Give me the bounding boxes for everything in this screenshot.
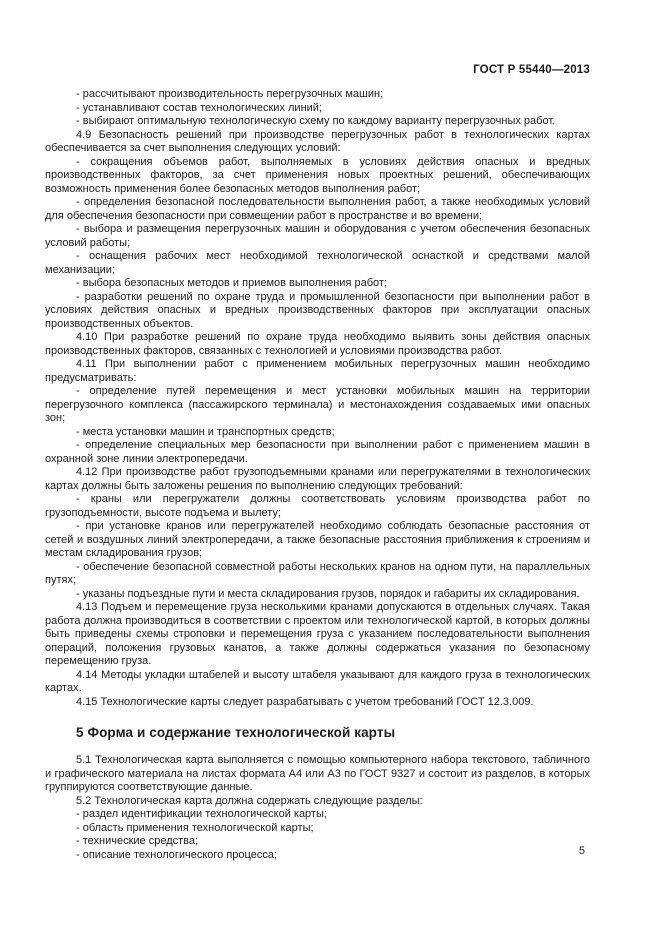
- section-heading-5: 5 Форма и содержание технологической карты: [76, 725, 396, 740]
- paragraph: - места установки машин и транспортных средств;: [76, 425, 335, 438]
- paragraph: - оснащения рабочих мест необходимой технологической оснасткой и средствами малой механизации;: [45, 250, 590, 276]
- paragraph-clause-5-1: 5.1 Технологическая карта выполняется с помощью компьютерного набора текстового, табличного и графического материала на листах формата А4 или А3 по ГОСТ 9327 и состоит из разделов, в которых группируются соответствующие данные.: [45, 754, 590, 793]
- paragraph-clause-4-12: 4.12 При производстве работ грузоподъемными кранами или перегружателями в технологических картах должны быть заложены решения по выполнению следующих требований:: [45, 466, 590, 492]
- paragraph: - выбирают оптимальную технологическую схему по каждому варианту перегрузочных работ.: [76, 115, 556, 127]
- paragraph: - описание технологического процесса;: [76, 848, 278, 861]
- paragraph: - определение путей перемещения и мест установки мобильных машин на территории перегрузочного комплекса (пассажирского терминала) и местонахождения создаваемых ими опасных зон;: [45, 385, 590, 424]
- paragraph-clause-5-2: 5.2 Технологическая карта должна содержать следующие разделы:: [76, 794, 423, 807]
- document-body: [45, 88, 590, 862]
- paragraph: - сокращения объемов работ, выполняемых в условиях действия опасных и вредных производственных факторов, за счет применения новых проектных решений, обеспечивающих возможность применения более безопасных методов выполнения работ;: [45, 155, 590, 195]
- paragraph: - при установке кранов или перегружателей необходимо соблюдать безопасные расстояния от сетей и воздушных линий электропередачи, а также безопасные расстояния приближения к строениям и местам складирования грузов;: [45, 520, 590, 559]
- paragraph: - краны или перегружатели должны соответствовать условиям производства работ по грузоподъемности, высоте подъема и вылету;: [45, 493, 590, 519]
- paragraph: - устанавливают состав технологических линий;: [76, 101, 322, 114]
- paragraph: - определения безопасной последовательности выполнения работ, а также необходимых условий для обеспечения безопасности при совмещении работ в пространстве и во времени;: [45, 196, 590, 222]
- paragraph-clause-4-15: 4.15 Технологические карты следует разрабатывать с учетом требований ГОСТ 12.3.009.: [76, 695, 534, 708]
- page-number: 5: [578, 845, 585, 857]
- paragraph: - разработки решений по охране труда и промышленной безопасности при выполнении работ в условиях действия опасных и вредных производственных факторов при эксплуатации опасных производственных объектов.: [45, 290, 590, 330]
- paragraph: - технические средства;: [76, 835, 199, 847]
- paragraph-clause-4-10: 4.10 При разработке решений по охране труда необходимо выявить зоны действия опасных производственных факторов, связанных с технологией и условиями производства работ.: [45, 331, 590, 357]
- paragraph: - раздел идентификации технологической карты;: [76, 808, 327, 820]
- document-header-gost-code: ГОСТ Р 55440—2013: [473, 64, 590, 76]
- paragraph: - обеспечение безопасной совместной работы нескольких кранов на одном пути, на параллельных путях;: [45, 560, 590, 586]
- paragraph: - рассчитывают производительность перегрузочных машин;: [76, 88, 384, 100]
- paragraph: - определение специальных мер безопасности при выполнении работ с применением машин в охранной зоне линии электропередачи.: [45, 439, 590, 465]
- paragraph-clause-4-11: 4.11 При выполнении работ с применением мобильных перегрузочных машин необходимо предусматривать:: [45, 358, 590, 384]
- paragraph-clause-4-13: 4.13 Подъем и перемещение груза несколькими кранами допускаются в отдельных случаях. Такая работа должна производиться в соответствии с проектом или технологической картой, в которых должны быть приведены схемы строповки и перемещения груза с указанием последовательности выполнения операций, положения грузовых канатов, а также должны содержаться указания по безопасному перемещению груза.: [45, 601, 590, 667]
- paragraph: - область применения технологической карты;: [76, 821, 314, 834]
- paragraph-clause-4-9: 4.9 Безопасность решений при производстве перегрузочных работ в технологических картах обеспечивается за счет выполнения следующих условий:: [45, 128, 590, 154]
- paragraph: - выбора безопасных методов и приемов выполнения работ;: [76, 277, 387, 289]
- paragraph-clause-4-14: 4.14 Методы укладки штабелей и высоту штабеля указывают для каждого груза в технологических картах.: [45, 668, 590, 694]
- paragraph: - выбора и размещения перегрузочных машин и оборудования с учетом обеспечения безопасных условий работы;: [45, 223, 590, 249]
- paragraph: - указаны подъездные пути и места складирования грузов, порядок и габариты их складирования.: [76, 587, 580, 600]
